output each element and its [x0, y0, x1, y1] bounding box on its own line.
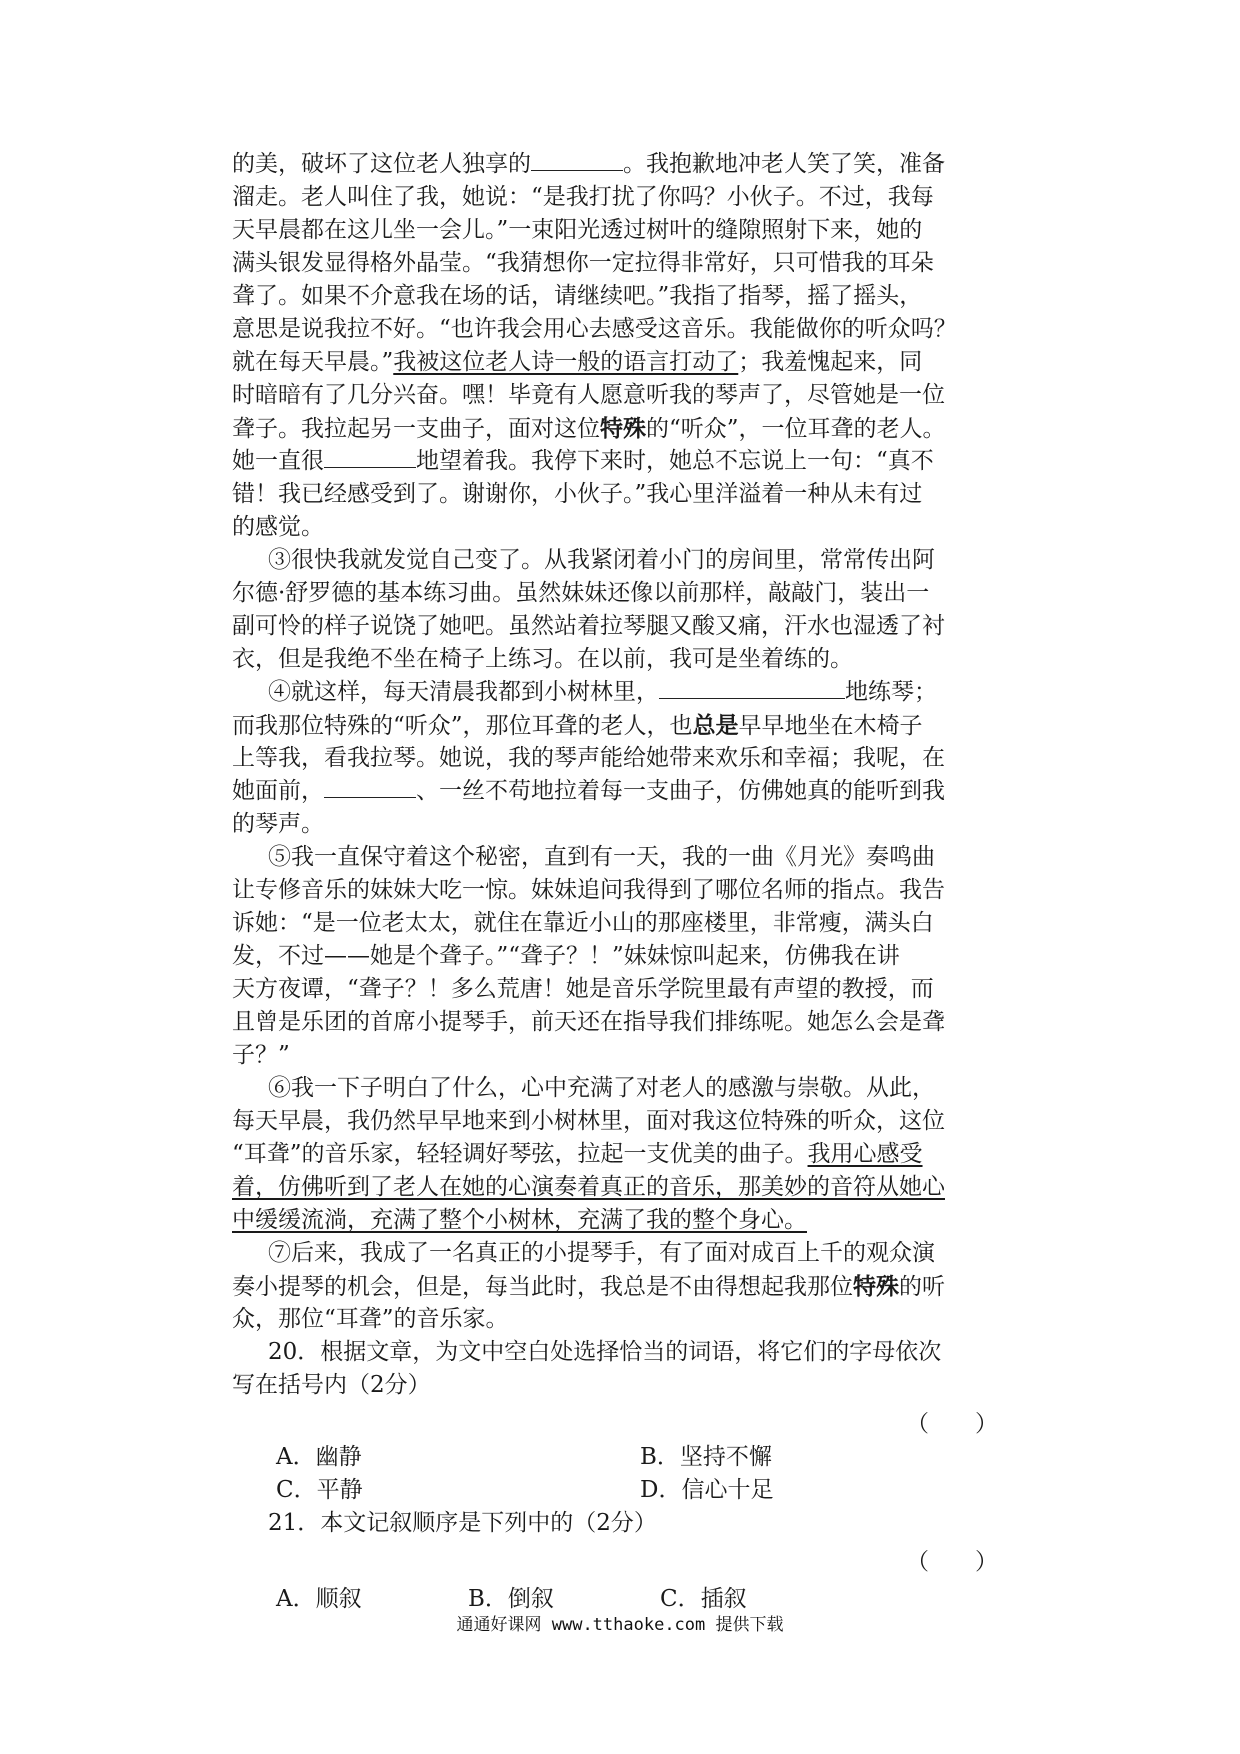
bold-keyword: 总是 [692, 712, 739, 739]
bold-keyword: 特殊 [853, 1273, 899, 1300]
question-20-answer-brackets[interactable]: （ ） [906, 1411, 998, 1437]
passage-line: 天早晨都在这儿坐一会儿。”一束阳光透过树叶的缝隙照射下来，她的 [232, 217, 923, 243]
passage-line: ③很快我就发觉自己变了。从我紧闭着小门的房间里，常常传出阿 [268, 547, 935, 573]
passage-line: 且曾是乐团的首席小提琴手，前天还在指导我们排练呢。她怎么会是聋 [232, 1009, 945, 1035]
passage-line: 尔德·舒罗德的基本练习曲。虽然妹妹还像以前那样，敲敲门，装出一 [232, 580, 930, 606]
passage-line: ⑥我一下子明白了什么，心中充满了对老人的感激与崇敬。从此， [268, 1075, 935, 1101]
option-b: B．坚持不懈 [640, 1444, 772, 1470]
passage-line: 她一直很 地望着我。我停下来时，她总不忘说上一句：“真不 [232, 448, 934, 474]
passage-line: 衣，但是我绝不坐在椅子上练习。在以前，我可是坐着练的。 [232, 646, 853, 672]
underlined-sentence-2: 着，仿佛听到了老人在她的心演奏着真正的音乐，那美妙的音符从她心 [232, 1174, 945, 1200]
passage-line: 众，那位“耳聋”的音乐家。 [232, 1306, 509, 1332]
passage-line: 子？” [232, 1042, 290, 1068]
passage-line: 的美，破坏了这位老人独享的 。我抱歉地冲老人笑了笑，准备 [232, 151, 945, 177]
passage-line: 奏小提琴的机会，但是，每当此时，我总是不由得想起我那位特殊的听 [232, 1273, 945, 1300]
blank-2 [324, 447, 416, 468]
underlined-sentence-2: 中缓缓流淌，充满了整个小树林，充满了我的整个身心。 [232, 1207, 807, 1233]
passage-line: 发，不过——她是个聋子。”“聋子？！”妹妹惊叫起来，仿佛我在讲 [232, 943, 900, 969]
bold-keyword: 特殊 [600, 415, 646, 442]
blank-1 [531, 150, 623, 171]
passage-line: 满头银发显得格外晶莹。“我猜想你一定拉得非常好，只可惜我的耳朵 [232, 250, 934, 276]
question-20-options-row [232, 1474, 1012, 1507]
passage-line: 聋子。我拉起另一支曲子，面对这位特殊的“听众”，一位耳聋的老人。 [232, 415, 946, 442]
option-c: C．平静 [276, 1477, 363, 1503]
passage-line: 副可怜的样子说饶了她吧。虽然站着拉琴腿又酸又痛，汗水也湿透了衬 [232, 613, 945, 639]
blank-4 [324, 777, 416, 798]
passage-line: “耳聋”的音乐家，轻轻调好琴弦，拉起一支优美的曲子。我用心感受 [232, 1141, 923, 1167]
question-20-options-row [232, 1441, 1012, 1474]
exam-page [232, 148, 1012, 1616]
passage-line: 她面前， 、一丝不苟地拉着每一支曲子，仿佛她真的能听到我 [232, 778, 945, 804]
passage-line: 聋了。如果不介意我在场的话，请继续吧。”我指了指琴，摇了摇头， [232, 283, 923, 309]
passage-line: 让专修音乐的妹妹大吃一惊。妹妹追问我得到了哪位名师的指点。我告 [232, 877, 945, 903]
passage-line: 溜走。老人叫住了我，她说：“是我打扰了你吗？小伙子。不过，我每 [232, 184, 934, 210]
page-footer: 通通好课网 www.tthaoke.com 提供下载 [456, 1615, 784, 1635]
passage-line [232, 1171, 1012, 1204]
passage-line: 每天早晨，我仍然早早地来到小树林里，面对我这位特殊的听众，这位 [232, 1108, 945, 1134]
passage-line: 意思是说我拉不好。“也许我会用心去感受这音乐。我能做你的听众吗？ [232, 316, 957, 342]
question-21-text: 21．本文记叙顺序是下列中的（2分） [268, 1510, 657, 1536]
passage-line: ⑤我一直保守着这个秘密，直到有一天，我的一曲《月光》奏鸣曲 [268, 844, 935, 870]
option-a: A．顺叙 [276, 1586, 362, 1612]
question-20-text: 写在括号内（2分） [232, 1372, 431, 1398]
question-20-text: 20．根据文章，为文中空白处选择恰当的词语，将它们的字母依次 [268, 1339, 942, 1365]
option-b: B．倒叙 [468, 1586, 554, 1612]
passage-line: 时暗暗有了几分兴奋。嘿！毕竟有人愿意听我的琴声了，尽管她是一位 [232, 382, 945, 408]
passage-line: 就在每天早晨。”我被这位老人诗一般的语言打动了；我羞愧起来，同 [232, 349, 923, 375]
passage-line: 天方夜谭，“聋子？！多么荒唐！她是音乐学院里最有声望的教授，而 [232, 976, 934, 1002]
underlined-sentence-2: 我用心感受 [807, 1141, 923, 1167]
passage-line [232, 1204, 1012, 1237]
underlined-sentence-1: 我被这位老人诗一般的语言打动了 [393, 349, 739, 375]
passage-line: ④就这样，每天清晨我都到小树林里， 地练琴； [268, 679, 937, 705]
option-c: C．插叙 [660, 1586, 747, 1612]
passage-line: 而我那位特殊的“听众”，那位耳聋的老人，也总是早早地坐在木椅子 [232, 712, 923, 739]
blank-3 [659, 678, 845, 699]
passage-line: 的感觉。 [232, 514, 324, 540]
passage-line: 诉她：“是一位老太太，就住在靠近小山的那座楼里，非常瘦，满头白 [232, 910, 934, 936]
passage-line: 上等我，看我拉琴。她说，我的琴声能给她带来欢乐和幸福；我呢，在 [232, 745, 945, 771]
question-21-answer-brackets[interactable]: （ ） [906, 1549, 998, 1575]
passage-line: ⑦后来，我成了一名真正的小提琴手，有了面对成百上千的观众演 [268, 1240, 935, 1266]
option-a: A．幽静 [276, 1444, 362, 1470]
option-d: D．信心十足 [640, 1477, 774, 1503]
passage-line: 的琴声。 [232, 811, 324, 837]
passage-line: 错！我已经感受到了。谢谢你，小伙子。”我心里洋溢着一种从未有过 [232, 481, 923, 507]
